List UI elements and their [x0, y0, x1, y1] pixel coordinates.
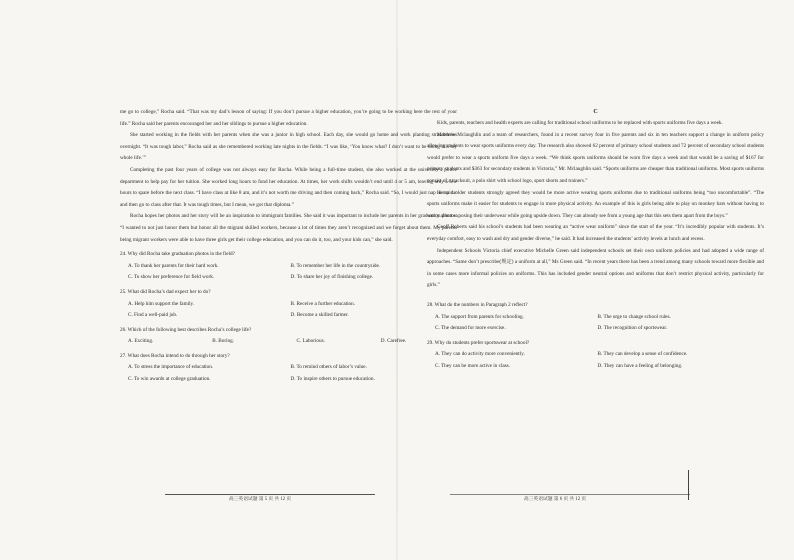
- option-b[interactable]: B. Boring.: [212, 338, 235, 345]
- option-c[interactable]: C. Laborious.: [296, 338, 325, 345]
- paragraph: Kids, parents, teachers and health experts are calling for traditional school uniforms to be replaced with sports uniforms five days a week.: [437, 120, 723, 126]
- option-a[interactable]: A. Exciting.: [128, 338, 154, 345]
- option-b[interactable]: B. They can develop a sense of confidence.: [597, 351, 688, 358]
- option-b[interactable]: B. The urge to change school rules.: [597, 313, 671, 320]
- paragraph: She started working in the fields with her parents when she was a junior in high school. Each day, she would go home and work planting strawberries overnight. “It was tough labor,” Rocha said as she remembered working late nights in the fields. “I was like, ‘You know what? I don’t want to be doing this my whole life.’”: [120, 132, 457, 162]
- passage-heading: C: [593, 109, 598, 115]
- right-page-column: [427, 107, 764, 372]
- option-c[interactable]: C. To show her preference for field work.: [128, 274, 215, 281]
- option-a[interactable]: A. To stress the importance of education.: [128, 364, 214, 371]
- option-d[interactable]: D. The recognition of sportswear.: [597, 325, 668, 332]
- paragraph: Independent Schools Victoria chief executive Michelle Green said independent schools set their own uniform policies and had adopted a wide range of approaches. “Same don’t prescribe(规定) a uniform at all,” Ms Green said. “In recent years there has been a trend among many schools toward more flexible and in some cases more informal policies on uniforms. This has included gender neutral options and uniforms that don’t restrict physical activity, particularly for girls.”: [427, 247, 764, 289]
- option-d[interactable]: D. Carefree.: [380, 338, 407, 345]
- question-stem: 24. Why did Rocha take graduation photos in the field?: [120, 251, 235, 258]
- option-c[interactable]: C. Find a well-paid job.: [128, 312, 178, 319]
- option-d[interactable]: D. To share her joy of finishing college.: [290, 274, 374, 281]
- option-c[interactable]: C. To win awards at college graduation.: [128, 376, 211, 383]
- page-footer: 高三英语试题 第 6 页 共 12 页: [523, 497, 587, 502]
- paragraph: Rocha hopes her photos and her story will be an inspiration to immigrant families. She said it was important to include her parents in her graduation photos. “I wanted to not just honor them but honor all the migrant skilled workers, because a lot of times they aren’t recognized and we forget about them. My parents being migrant workers were able to have three girls get their college education, and you can do it, too, and your kids can,” she said.: [120, 213, 457, 243]
- option-a[interactable]: A. To thank her parents for their hard work.: [128, 262, 219, 269]
- page-footer: 高三英语试题 第 5 页 共 12 页: [228, 497, 292, 502]
- question-stem: 26. Which of the following best describes Rocha’s college life?: [120, 326, 252, 333]
- option-b[interactable]: B. To remind others of labor’s value.: [290, 364, 367, 371]
- paragraph: Matthew Mclaughlin and a team of researchers, found in a recent survey four in five parents and six in ten teachers support a change in uniform policy allowing students to wear sports uniforms every day. The research also showed 62 percent of primary school students and 72 percent of secondary school students would prefer to wear a sports uniform five days a week. “We think sports uniforms should be worn five days a week and that would be a saving of $167 for primary students and $363 for secondary students in Victoria,” Mr. Mclaughlin said. “Sports uniforms are cheaper than traditional uniforms. Most sports uniforms consist of a tracksuit, a polo shirt with school logo, sport shorts and trainers.”: [427, 131, 764, 184]
- left-page-column: [120, 107, 457, 386]
- question-stem: 29. Why do students prefer sportswear at school?: [427, 339, 530, 346]
- paragraph: Completing the past four years of college was not always easy for Rocha. While being a full-time student, she also worked at the university’s police department to help pay for her tuition. She worked long hours to fund her education. At times, her work shifts wouldn’t end until 4 or 5 am, leaving only a few hours to spare before the next class. “I have class at like 8 am, and it’s not worth me driving and then coming back,” Rocha said. “So, I would just nap in my car and then go to class after that. It was tough times, but I mean, we got that diploma.”: [120, 166, 457, 208]
- option-a[interactable]: A. The support from parents for schooling.: [435, 313, 524, 320]
- option-a[interactable]: A. They can do activity more conveniently.: [435, 351, 525, 358]
- question-25: [120, 287, 457, 322]
- option-d[interactable]: D. They can have a feeling of belonging.: [597, 362, 683, 369]
- option-d[interactable]: D. Become a skilled farmer.: [290, 312, 349, 319]
- question-26: [120, 325, 457, 348]
- question-stem: 25. What did Rocha’s dad expect her to do?: [120, 288, 211, 295]
- option-b[interactable]: B. To remember her life in the countryside.: [290, 262, 381, 269]
- question-stem: 27. What does Rocha intend to do through her story?: [120, 352, 230, 359]
- option-d[interactable]: D. To inspire others to pursue education.: [290, 376, 375, 383]
- option-a[interactable]: A. Help him support the family.: [128, 300, 195, 307]
- option-c[interactable]: C. They can be more active in class.: [435, 362, 510, 369]
- paragraph: He said older students strongly agreed they would be more active wearing sports uniforms due to traditional uniforms being “too uncomfortable”. “The sports uniforms make it easier for students to engage in more physical activity. An example of this is girls being able to play on monkey bars without having to worry about exposing their underwear while going upside down. They can already see from a young age that this sets them apart from the boys.”: [427, 189, 764, 219]
- option-c[interactable]: C. The demand for more exercise.: [435, 325, 506, 332]
- paragraph: me go to college,” Rocha said. “That was my dad’s lesson of saying: If you don’t pursue a higher education, you’re going to be working here the rest of your life.” Rocha said her parents encouraged her and her siblings to pursue a higher education.: [120, 109, 457, 127]
- question-24: [120, 249, 457, 284]
- option-b[interactable]: B. Receive a further education.: [290, 300, 356, 307]
- paragraph: Geoff Roberts said his school’s students had been wearing an “active wear uniform” since the start of the year. “It’s incredibly popular with students. It’s everyday comfort, easy to wash and dry and gender diverse,” he said. It had increased the students’ activity levels at lunch and recess.: [427, 224, 764, 242]
- question-28: [427, 300, 764, 335]
- scan-mark: [688, 470, 689, 500]
- question-27: [120, 351, 457, 386]
- question-29: [427, 338, 764, 373]
- question-stem: 28. What do the numbers in Paragraph 2 reflect?: [427, 301, 528, 308]
